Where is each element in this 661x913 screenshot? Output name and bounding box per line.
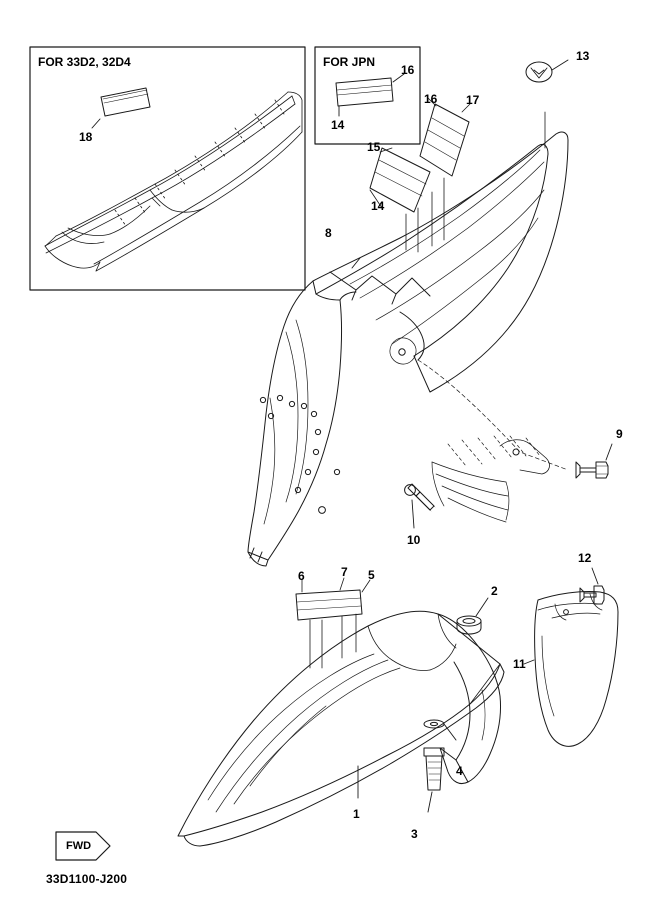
leader-9 bbox=[606, 444, 612, 460]
callout-18-inset: 18 bbox=[79, 130, 93, 144]
callout-11: 11 bbox=[513, 657, 526, 671]
inset-box-left-frame bbox=[30, 47, 305, 290]
callout-1: 1 bbox=[353, 807, 360, 821]
callout-2: 2 bbox=[491, 584, 498, 598]
grommet-2 bbox=[457, 616, 481, 634]
callout-15: 15 bbox=[367, 140, 381, 154]
emblem-13 bbox=[526, 62, 552, 82]
callout-13: 13 bbox=[576, 49, 590, 63]
bolt-10 bbox=[405, 484, 435, 511]
rear-fender-hatch bbox=[432, 436, 540, 522]
decal-17 bbox=[420, 104, 469, 176]
leader-2 bbox=[476, 598, 488, 616]
callout-8: 8 bbox=[325, 226, 332, 240]
callout-9: 9 bbox=[616, 427, 623, 441]
callout-12: 12 bbox=[578, 551, 592, 565]
callout-10: 10 bbox=[407, 533, 421, 547]
front-fender-1 bbox=[178, 611, 504, 846]
mud-flap-11 bbox=[535, 591, 618, 746]
drawing-part-number: 33D1100-J200 bbox=[46, 872, 128, 886]
leader-13 bbox=[552, 60, 568, 70]
callout-3: 3 bbox=[411, 827, 418, 841]
callout-16-inset: 16 bbox=[401, 63, 415, 77]
bolt-3 bbox=[424, 748, 444, 790]
callout-4: 4 bbox=[456, 764, 463, 778]
callout-14b: 14 bbox=[371, 199, 385, 213]
callout-16b: 16 bbox=[424, 92, 438, 106]
bolt-12 bbox=[580, 586, 604, 604]
assembly-line-9 bbox=[418, 360, 568, 470]
decal-5-6-7 bbox=[296, 590, 362, 620]
callout-17: 17 bbox=[466, 93, 480, 107]
bolt-9 bbox=[576, 462, 608, 478]
callout-6: 6 bbox=[298, 569, 305, 583]
callout-14-inset: 14 bbox=[331, 118, 345, 132]
callout-5: 5 bbox=[368, 568, 375, 582]
inset-left-title: FOR 33D2, 32D4 bbox=[38, 55, 131, 69]
leader-7-up bbox=[340, 578, 344, 590]
fwd-label: FWD bbox=[66, 840, 92, 852]
leader-10 bbox=[412, 500, 414, 528]
inset-jpn-title: FOR JPN bbox=[323, 55, 376, 69]
washer-4 bbox=[424, 720, 444, 728]
leader-3 bbox=[428, 792, 432, 812]
callout-7: 7 bbox=[341, 565, 348, 579]
leader-12 bbox=[592, 568, 598, 584]
